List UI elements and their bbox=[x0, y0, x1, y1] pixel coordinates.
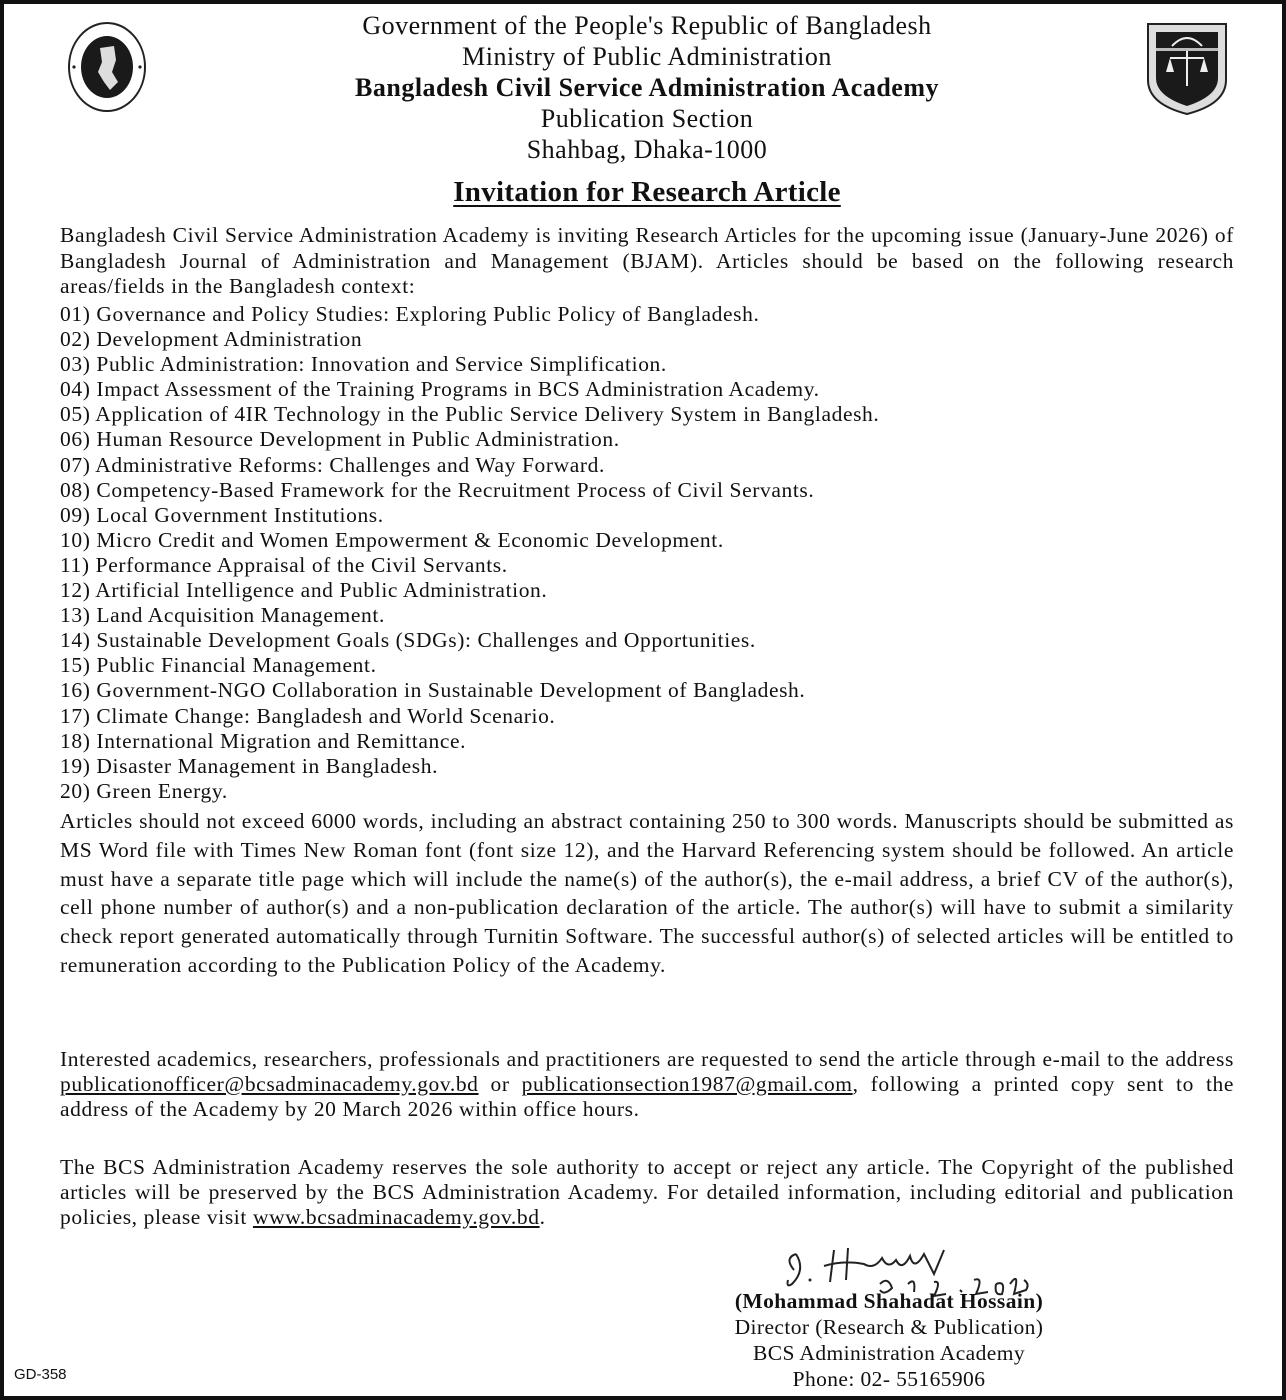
list-item: 14) Sustainable Development Goals (SDGs): Challenges and Opportunities. bbox=[60, 628, 756, 653]
submission-paragraph: Interested academics, researchers, professionals and practitioners are requested to send the article through e-mail to the address publicationofficer@bcsadminacademy.gov.bd or publicationsection1987@gmail.com, following a printed copy sent to the address of the Academy by 20 March 2026 within office hours. bbox=[60, 1047, 1235, 1121]
signatory-phone: Phone: 02- 55165906 bbox=[792, 1367, 986, 1391]
guidelines-paragraph: Articles should not exceed 6000 words, including an abstract containing 250 to 300 words. Manuscripts should be submitted as MS Word file with Times New Roman font (font size 12), and the Harvard Referencing system should be followed. An article must have a separate title page which will include the name(s) of the author(s), the e-mail address, a brief CV of the author(s), cell phone number of author(s) and a non-publication declaration of the article. The author(s) will have to submit a similarity check report generated automatically through Turnitin Software. The successful author(s) of selected articles will be entitled to remuneration according to the Publication Policy of the Academy. bbox=[60, 809, 1234, 977]
notice-code: GD-358 bbox=[14, 1366, 67, 1383]
signatory-organization: BCS Administration Academy bbox=[753, 1341, 1025, 1365]
list-item: 16) Government-NGO Collaboration in Sustainable Development of Bangladesh. bbox=[60, 678, 806, 703]
list-item: 18) International Migration and Remittance. bbox=[60, 728, 467, 753]
list-item: 07) Administrative Reforms: Challenges and Way Forward. bbox=[60, 452, 605, 477]
address: Shahbag, Dhaka-1000 bbox=[526, 135, 768, 164]
list-item: 01) Governance and Policy Studies: Exploring Public Policy of Bangladesh. bbox=[60, 302, 760, 326]
section-name: Publication Section bbox=[540, 104, 754, 133]
list-item: 09) Local Government Institutions. bbox=[60, 502, 384, 527]
list-item: 15) Public Financial Management. bbox=[60, 653, 377, 678]
signatory-name: (Mohammad Shahadat Hossain) bbox=[734, 1289, 1044, 1313]
email-link-section[interactable]: publicationsection1987@gmail.com bbox=[521, 1071, 853, 1096]
email-link-officer[interactable]: publicationofficer@bcsadminacademy.gov.bd bbox=[60, 1071, 479, 1096]
list-item: 08) Competency-Based Framework for the Recruitment Process of Civil Servants. bbox=[60, 477, 815, 502]
ministry-name: Ministry of Public Administration bbox=[462, 42, 832, 71]
list-item: 06) Human Resource Development in Public Administration. bbox=[60, 427, 620, 452]
signatory-designation: Director (Research & Publication) bbox=[734, 1315, 1044, 1339]
list-item: 11) Performance Appraisal of the Civil Servants. bbox=[60, 552, 508, 577]
list-item: 12) Artificial Intelligence and Public Administration. bbox=[60, 578, 548, 603]
list-item: 10) Micro Credit and Women Empowerment & Economic Development. bbox=[60, 527, 724, 552]
website-link[interactable]: www.bcsadminacademy.gov.bd bbox=[252, 1204, 540, 1229]
list-item: 04) Impact Assessment of the Training Programs in BCS Administration Academy. bbox=[60, 377, 820, 402]
signatory-block bbox=[664, 1288, 1114, 1392]
page-title: Invitation for Research Article bbox=[453, 176, 841, 208]
list-item: 19) Disaster Management in Bangladesh. bbox=[60, 753, 439, 778]
intro-paragraph: Bangladesh Civil Service Administration Academy is inviting Research Articles for the upcoming issue (January-June 2026) of Bangladesh Journal of Administration and Management (BJAM). Articles should be based on the following research areas/fields in the Bangladesh context: bbox=[60, 223, 1234, 298]
research-topics-list bbox=[60, 302, 1234, 804]
list-item: 05) Application of 4IR Technology in the Public Service Delivery System in Bangladesh. bbox=[60, 402, 880, 427]
list-item: 03) Public Administration: Innovation and Service Simplification. bbox=[60, 352, 667, 377]
list-item: 20) Green Energy. bbox=[60, 778, 228, 803]
letterhead bbox=[4, 10, 1286, 165]
list-item: 17) Climate Change: Bangladesh and World Scenario. bbox=[60, 703, 556, 728]
list-item: 02) Development Administration bbox=[60, 327, 363, 352]
authority-paragraph: The BCS Administration Academy reserves the sole authority to accept or reject any article. The Copyright of the published articles will be preserved by the BCS Administration Academy. For detailed information, including editorial and publication policies, please visit www.bcsadminacademy.gov.bd. bbox=[60, 1155, 1234, 1229]
academy-name: Bangladesh Civil Service Administration Academy bbox=[355, 73, 939, 102]
government-name: Government of the People's Republic of Bangladesh bbox=[362, 11, 932, 40]
list-item: 13) Land Acquisition Management. bbox=[60, 603, 385, 628]
